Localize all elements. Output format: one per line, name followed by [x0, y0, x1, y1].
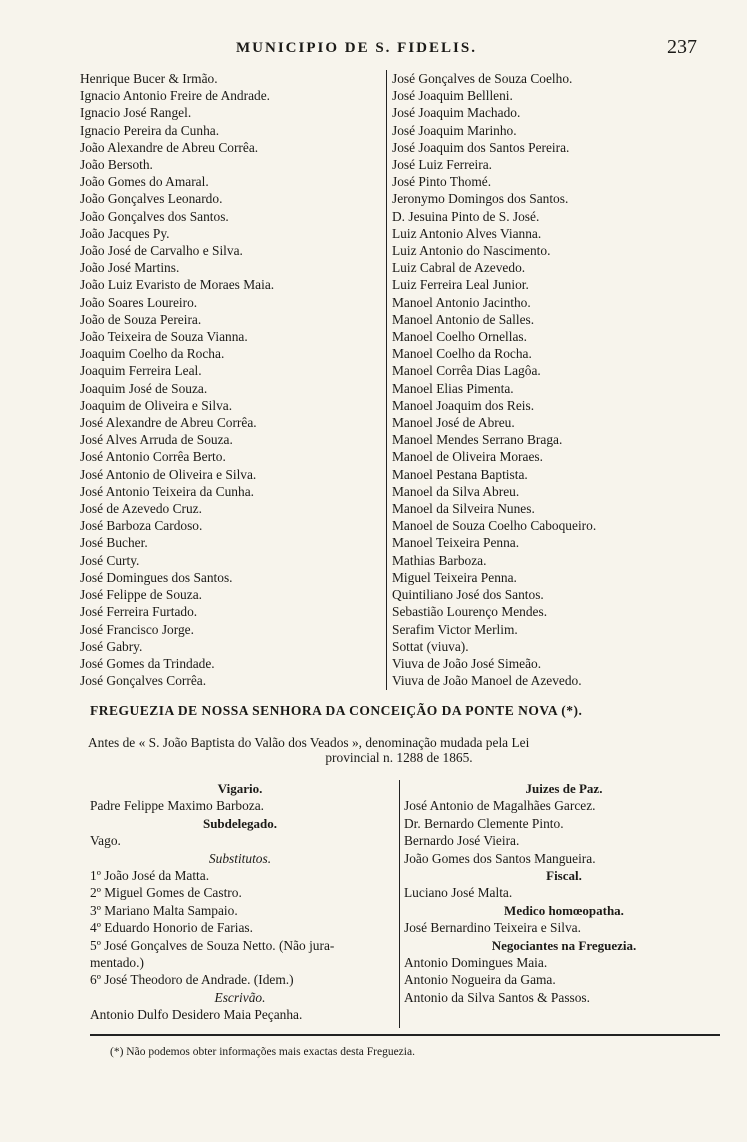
list-item: Ignacio José Rangel.: [80, 105, 192, 121]
list-item: João Alexandre de Abreu Corrêa.: [80, 139, 259, 155]
substitutos-list: [90, 867, 390, 989]
subdelegado-name: Vago.: [90, 833, 121, 849]
list-item: José Domingues dos Santos.: [80, 569, 233, 585]
substitutos-heading: Substitutos.: [208, 850, 272, 866]
fiscal-name: Luciano José Malta.: [404, 885, 513, 901]
list-item: José Curty.: [80, 552, 140, 568]
vigario-name: Padre Felippe Maximo Barboza.: [90, 798, 265, 814]
list-item: Joaquim de Oliveira e Silva.: [80, 397, 233, 413]
list-item: José Barboza Cardoso.: [80, 518, 203, 534]
list-item: Luiz Antonio Alves Vianna.: [392, 225, 542, 241]
list-item: Viuva de João Manoel de Azevedo.: [392, 673, 582, 689]
list-item: João de Souza Pereira.: [80, 311, 202, 327]
list-item: Manoel Joaquim dos Reis.: [392, 397, 535, 413]
list-item: José Ferreira Furtado.: [80, 604, 198, 620]
list-item: José Gonçalves Corrêa.: [80, 673, 207, 689]
negociante-item: Antonio da Silva Santos & Passos.: [404, 989, 590, 1005]
list-item: Henrique Bucer & Irmão.: [80, 71, 218, 86]
juiz-item: José Antonio de Magalhães Garcez.: [404, 798, 596, 814]
vigario-heading: Vigario.: [217, 781, 263, 796]
juiz-item: João Gomes dos Santos Mangueira.: [404, 850, 596, 866]
officials-divider: [399, 780, 400, 1028]
list-item: Manoel Antonio de Salles.: [392, 311, 535, 327]
list-item: José Antonio Teixeira da Cunha.: [80, 483, 254, 499]
list-item: João Luiz Evaristo de Moraes Maia.: [80, 277, 275, 293]
list-item: José Joaquim Machado.: [392, 105, 521, 121]
list-item: Luiz Ferreira Leal Junior.: [392, 277, 529, 293]
list-item: Manoel Corrêa Dias Lagôa.: [392, 363, 541, 379]
list-item: Manoel Pestana Baptista.: [392, 466, 528, 482]
escrivao-name: Antonio Dulfo Desidero Maia Peçanha.: [90, 1007, 303, 1023]
footnote: (*) Não podemos obter informações mais exactas desta Freguezia.: [110, 1046, 415, 1058]
list-item: João José Martins.: [80, 260, 180, 276]
list-item: Luiz Antonio do Nascimento.: [392, 243, 551, 259]
list-item: Manoel da Silveira Nunes.: [392, 501, 535, 517]
list-item: João Bersoth.: [80, 157, 153, 173]
name-columns: [0, 70, 747, 690]
section-intro: [88, 735, 710, 765]
page-number: 237: [667, 36, 697, 58]
juizes-heading: Juizes de Paz.: [525, 781, 603, 796]
list-item: José Gonçalves de Souza Coelho.: [392, 71, 573, 86]
list-item: Ignacio Pereira da Cunha.: [80, 122, 220, 138]
list-item: Manoel Elias Pimenta.: [392, 380, 514, 396]
list-item: Manoel Mendes Serrano Braga.: [392, 432, 563, 448]
juiz-item: Dr. Bernardo Clemente Pinto.: [404, 815, 564, 831]
list-item: Jeronymo Domingos dos Santos.: [392, 191, 569, 207]
list-item: José Bucher.: [80, 535, 148, 551]
list-item: Luiz Cabral de Azevedo.: [392, 260, 526, 276]
list-item: José Francisco Jorge.: [80, 621, 194, 637]
list-item: José Alves Arruda de Souza.: [80, 432, 233, 448]
list-item: Joaquim José de Souza.: [80, 380, 208, 396]
officials-left: [90, 780, 390, 1024]
right-name-list: [392, 70, 722, 689]
substituto-item: 1º João José da Matta.: [90, 868, 210, 884]
list-item: João Soares Loureiro.: [80, 294, 198, 310]
list-item: José Joaquim dos Santos Pereira.: [392, 139, 570, 155]
officials-right: [404, 780, 724, 1006]
substituto-item: 2º Miguel Gomes de Castro.: [90, 885, 242, 901]
list-item: José Joaquim Marinho.: [392, 122, 517, 138]
page-header: [0, 36, 747, 64]
substituto-item: 5º José Gonçalves de Souza Netto. (Não jura-: [90, 937, 335, 953]
list-item: José Gabry.: [80, 638, 143, 654]
officials-block: [0, 780, 747, 1035]
list-item: Manoel Coelho da Rocha.: [392, 346, 532, 362]
list-item: Manoel da Silva Abreu.: [392, 483, 520, 499]
substituto-item: 3º Mariano Malta Sampaio.: [90, 902, 238, 918]
list-item: Serafim Victor Merlim.: [392, 621, 518, 637]
list-item: Ignacio Antonio Freire de Andrade.: [80, 88, 271, 104]
list-item: José Felippe de Souza.: [80, 587, 202, 603]
list-item: José Gomes da Trindade.: [80, 655, 215, 671]
list-item: Joaquim Ferreira Leal.: [80, 363, 202, 379]
list-item: José Pinto Thomé.: [392, 174, 492, 190]
list-item: Miguel Teixeira Penna.: [392, 569, 517, 585]
list-item: João Gonçalves Leonardo.: [80, 191, 223, 207]
list-item: João Jacques Py.: [80, 225, 170, 241]
section-title: FREGUEZIA DE NOSSA SENHORA DA CONCEIÇÃO DA PONTE NOVA (*).: [90, 703, 583, 718]
medico-name: José Bernardino Teixeira e Silva.: [404, 920, 581, 936]
column-divider: [386, 70, 387, 690]
page-title: MUNICIPIO DE S. FIDELIS.: [236, 40, 477, 56]
list-item: Viuva de João José Simeão.: [392, 655, 542, 671]
negociante-item: Antonio Domingues Maia.: [404, 955, 548, 971]
medico-heading: Medico homœopatha.: [504, 902, 624, 918]
list-item: José de Azevedo Cruz.: [80, 501, 202, 517]
negociantes-heading: Negociantes na Freguezia.: [491, 937, 637, 953]
list-item: José Joaquim Bellleni.: [392, 88, 513, 104]
juizes-list: [404, 797, 724, 867]
list-item: João Gonçalves dos Santos.: [80, 208, 229, 224]
list-item: José Antonio de Oliveira e Silva.: [80, 466, 257, 482]
list-item: Manoel José de Abreu.: [392, 415, 515, 431]
escrivao-heading: Escrivão.: [214, 989, 266, 1005]
fiscal-heading: Fiscal.: [546, 868, 582, 884]
juiz-item: Bernardo José Vieira.: [404, 833, 520, 849]
footnote-rule: [90, 1034, 720, 1036]
substituto-item: mentado.): [90, 955, 144, 971]
list-item: Manoel Coelho Ornellas.: [392, 329, 527, 345]
list-item: João José de Carvalho e Silva.: [80, 243, 243, 259]
substituto-item: 6º José Theodoro de Andrade. (Idem.): [90, 972, 294, 988]
list-item: José Antonio Corrêa Berto.: [80, 449, 226, 465]
list-item: Quintiliano José dos Santos.: [392, 587, 544, 603]
list-item: Sebastião Lourenço Mendes.: [392, 604, 548, 620]
intro-line-1: Antes de « S. João Baptista do Valão dos Veados », denominação mudada pela Lei: [88, 735, 530, 750]
list-item: Sottat (viuva).: [392, 638, 469, 654]
negociantes-list: [404, 954, 724, 1006]
list-item: Manoel Antonio Jacintho.: [392, 294, 531, 310]
intro-line-2: provincial n. 1288 de 1865.: [325, 750, 473, 765]
list-item: Joaquim Coelho da Rocha.: [80, 346, 225, 362]
list-item: José Alexandre de Abreu Corrêa.: [80, 415, 257, 431]
list-item: Mathias Barboza.: [392, 552, 487, 568]
list-item: Manoel de Souza Coelho Caboqueiro.: [392, 518, 597, 534]
subdelegado-heading: Subdelegado.: [202, 815, 278, 831]
list-item: D. Jesuina Pinto de S. José.: [392, 208, 540, 224]
negociante-item: Antonio Nogueira da Gama.: [404, 972, 556, 988]
list-item: João Teixeira de Souza Vianna.: [80, 329, 248, 345]
substituto-item: 4º Eduardo Honorio de Farias.: [90, 920, 253, 936]
list-item: Manoel Teixeira Penna.: [392, 535, 520, 551]
list-item: José Luiz Ferreira.: [392, 157, 493, 173]
list-item: João Gomes do Amaral.: [80, 174, 209, 190]
list-item: Manoel de Oliveira Moraes.: [392, 449, 543, 465]
left-name-list: [80, 70, 380, 689]
